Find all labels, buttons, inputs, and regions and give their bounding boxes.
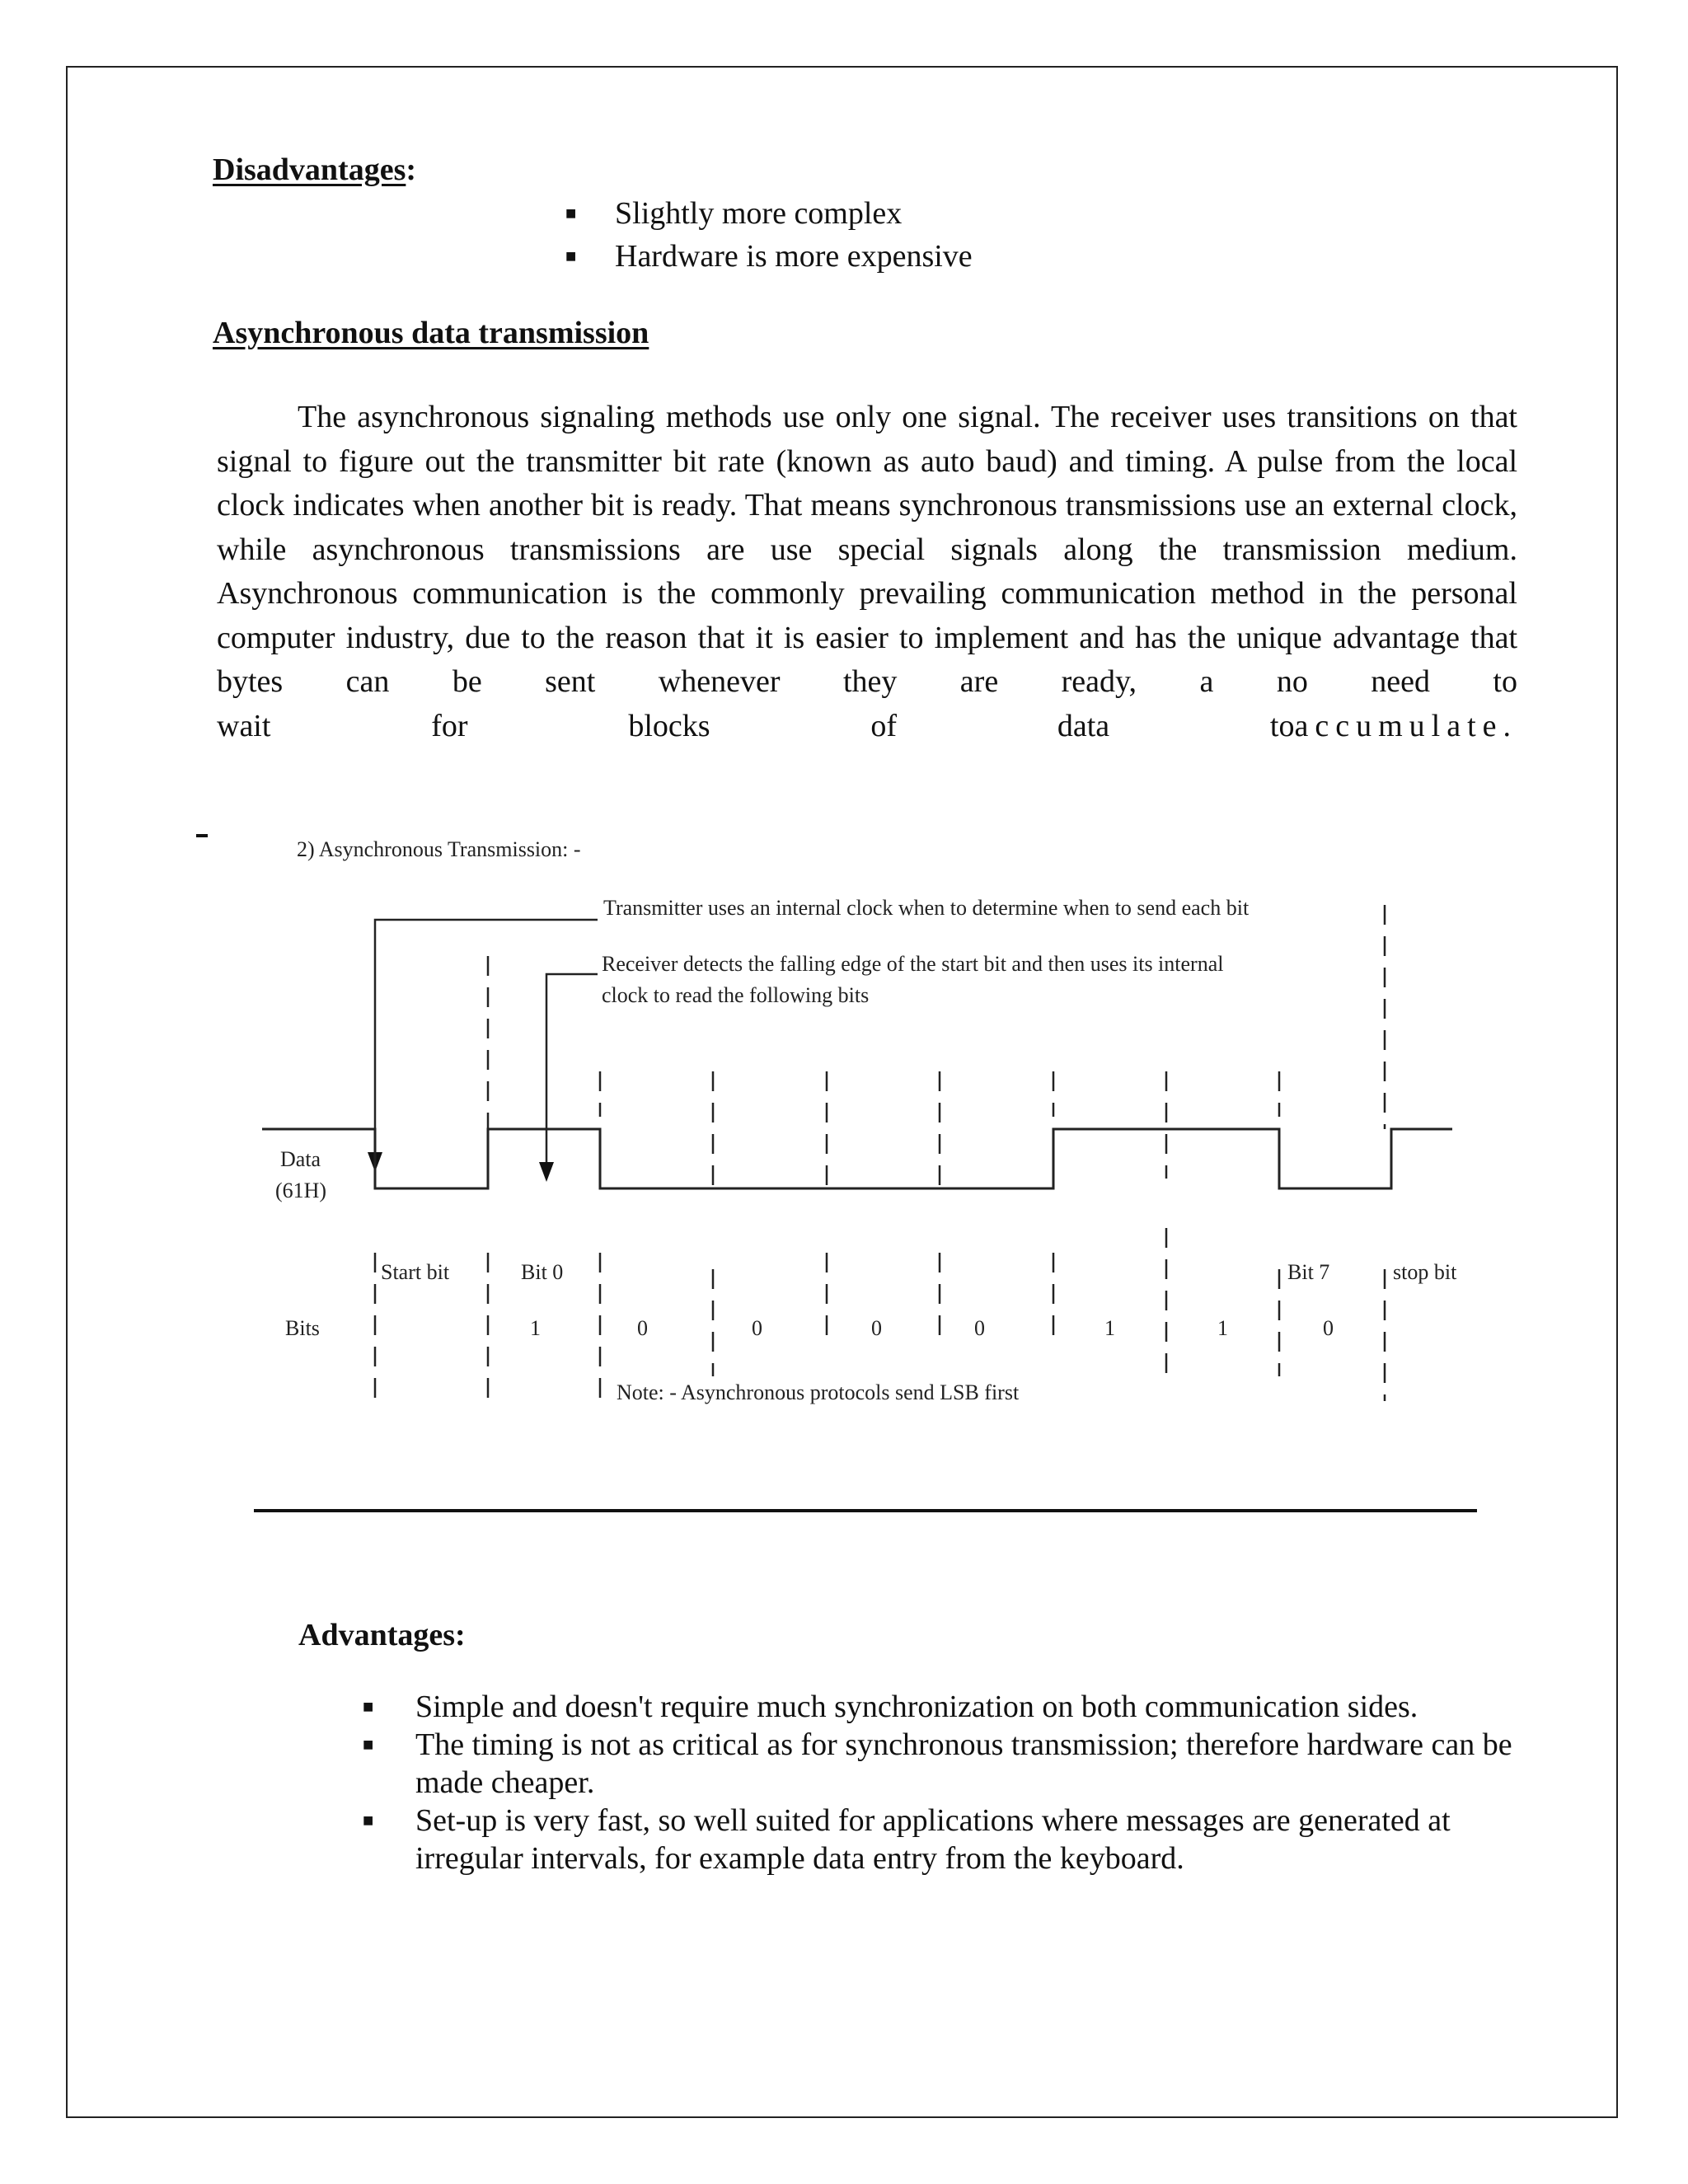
transmitter-pointer	[375, 920, 598, 1129]
bit7-label: Bit 7	[1287, 1260, 1330, 1284]
transmitter-note: Transmitter uses an internal clock when to determine when to send each bit	[603, 896, 1250, 920]
bit-value: 0	[1323, 1316, 1334, 1340]
bits-row-label: Bits	[285, 1316, 320, 1340]
bit0-label: Bit 0	[521, 1260, 564, 1284]
bit-value: 1	[1217, 1316, 1228, 1340]
data-label-line1: Data	[280, 1147, 321, 1171]
stray-dash-mark	[196, 834, 208, 837]
list-item: ■ Hardware is more expensive	[565, 235, 973, 278]
receiver-note-line2: clock to read the following bits	[602, 983, 870, 1007]
square-bullet-icon: ■	[363, 1810, 374, 1830]
receiver-arrowhead	[539, 1162, 554, 1182]
square-bullet-icon: ■	[363, 1696, 374, 1717]
advantages-heading: Advantages:	[298, 1618, 466, 1652]
receiver-note-line1: Receiver detects the falling edge of the start bit and then uses its internal	[602, 952, 1224, 976]
async-paragraph: The asynchronous signaling methods use only one signal. The receiver uses transitions on that signal to figure out the transmitter bit rate (known as auto baud) and timing. A pulse from the local clock indicates when another bit is ready. That means synchronous transmissions use an external clock, while asynchronous transmissions are use special signals along the transmission medium. Asynchronous communication is the commonly prevailing communication method in the personal computer industry, due to the reason that it is easier to implement and has the unique advantage that bytes can be sent whenever they are ready, a no need to wait for blocks of data toaccumulate.	[217, 400, 1517, 743]
receiver-pointer	[546, 974, 598, 1162]
async-timing-diagram	[247, 832, 1467, 1418]
data-label-line2: (61H)	[275, 1179, 327, 1202]
bit-value: 1	[530, 1316, 541, 1340]
bit-value: 0	[637, 1316, 648, 1340]
disadvantages-heading: Disadvantages:	[213, 152, 417, 187]
list-item: ■ Slightly more complex	[565, 192, 973, 235]
async-heading: Asynchronous data transmission	[213, 316, 649, 350]
data-waveform	[262, 1129, 1452, 1188]
diagram-footnote: Note: - Asynchronous protocols send LSB first	[617, 1380, 1020, 1404]
bit-value: 0	[974, 1316, 985, 1340]
stop-bit-label: stop bit	[1393, 1260, 1457, 1284]
square-bullet-icon: ■	[565, 246, 577, 266]
start-bit-label: Start bit	[381, 1260, 450, 1284]
list-item: ■ Set-up is very fast, so well suited for applications where messages are generated at irregular intervals, for example data entry from the keyboard.	[363, 1803, 1451, 1876]
list-item: ■ The timing is not as critical as for synchronous transmission; therefore hardware can be made cheaper.	[363, 1727, 1512, 1800]
disadvantages-list	[565, 192, 973, 278]
bit-value: 1	[1104, 1316, 1115, 1340]
square-bullet-icon: ■	[565, 203, 577, 223]
list-item: ■ Simple and doesn't require much synchronization on both communication sides.	[363, 1690, 1418, 1724]
section-divider	[254, 1509, 1477, 1512]
square-bullet-icon: ■	[363, 1734, 374, 1755]
diagram-title: 2) Asynchronous Transmission: -	[297, 837, 581, 861]
advantages-list	[363, 1688, 1533, 1877]
bit-value: 0	[871, 1316, 882, 1340]
bit-value: 0	[752, 1316, 762, 1340]
